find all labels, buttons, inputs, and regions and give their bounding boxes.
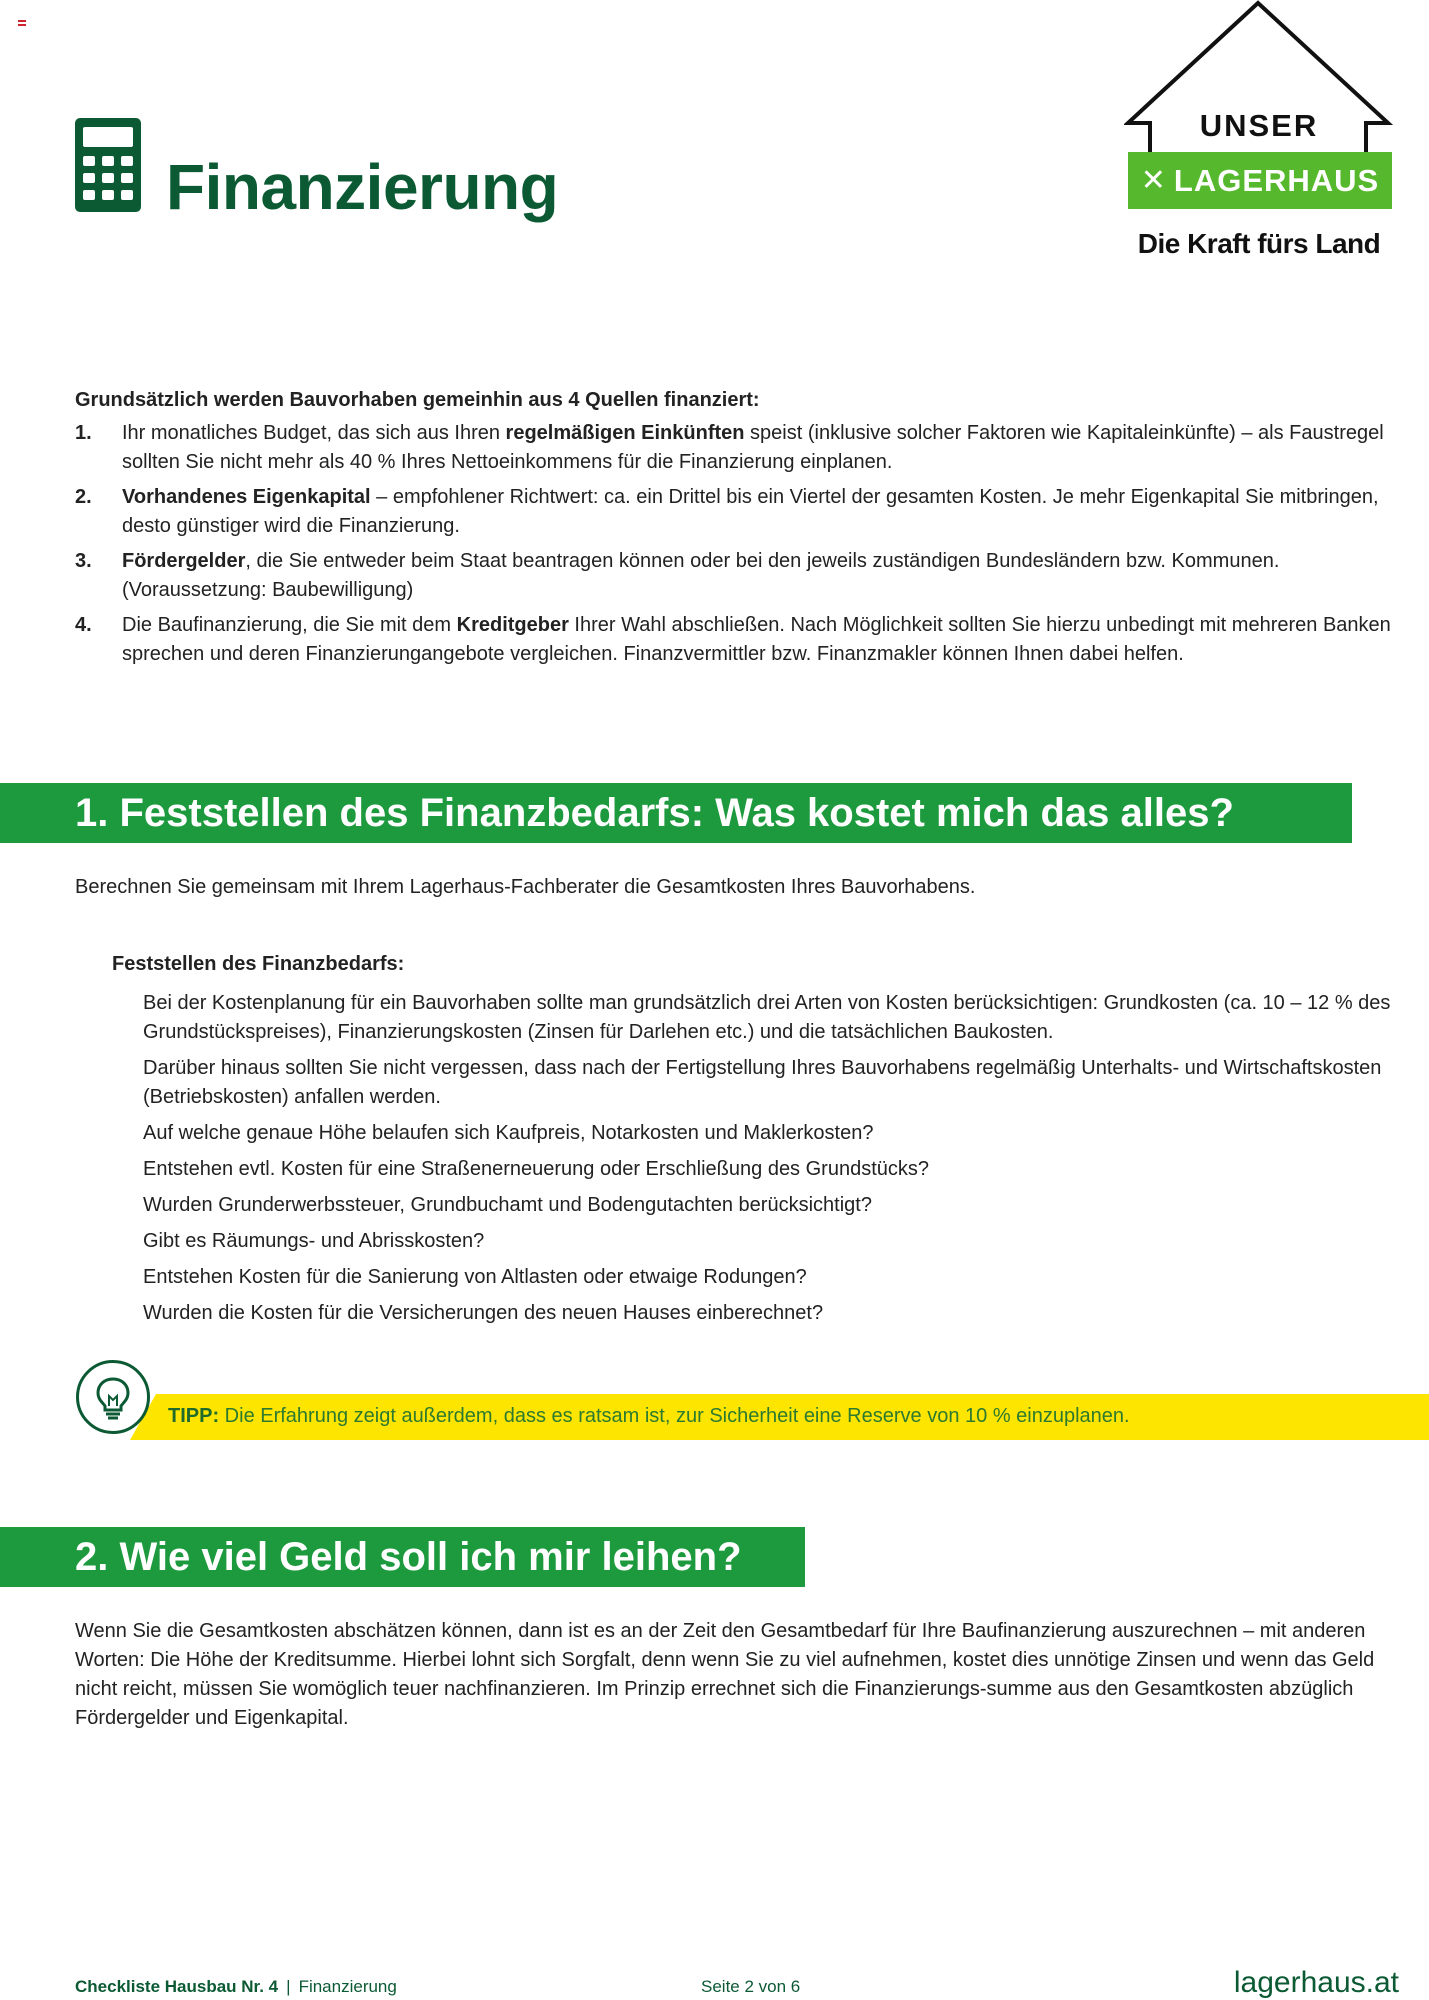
list-item: Auf welche genaue Höhe belaufen sich Kaufpreis, Notarkosten und Maklerkosten? — [143, 1122, 874, 1144]
list-number: 2. — [75, 486, 92, 508]
logo-band — [1128, 152, 1392, 209]
logo-claim: Die Kraft fürs Land — [1137, 228, 1381, 259]
lightbulb-icon — [76, 1360, 150, 1434]
item-text: – empfohlener Richtwert: ca. ein Drittel bis ein Viertel der gesamten Kosten. Je mehr Eigenkapital Sie mitbringen, desto günstiger wird die Finanzierung. — [122, 486, 1379, 537]
intro-section — [75, 386, 1415, 675]
intro-list — [75, 419, 1415, 669]
footer-separator: | — [286, 1977, 291, 1996]
section-1-heading: 1. Feststellen des Finanzbedarfs: Was kostet mich das alles? — [0, 783, 1352, 843]
footer-page-number: Seite 2 von 6 — [701, 1977, 801, 1996]
logo-top-text: UNSER — [1199, 108, 1319, 143]
list-item: Entstehen Kosten für die Sanierung von Altlasten oder etwaige Rodungen? — [143, 1266, 807, 1288]
item-bold: Kreditgeber — [456, 614, 569, 636]
footer-section: Finanzierung — [298, 1977, 397, 1996]
calculator-icon — [75, 118, 141, 212]
section-1-subheading: Feststellen des Finanzbedarfs: — [112, 953, 405, 975]
cost-checklist — [143, 989, 1393, 1335]
list-item: Bei der Kostenplanung für ein Bauvorhaben sollte man grundsätzlich drei Arten von Kosten berücksichtigen: Grundkosten (ca. 10 – 12 % des Grundstückspreises), Finanzierungskosten (Zinsen für Darlehen etc.) und die tatsächlichen Baukosten. — [143, 992, 1391, 1043]
footer-document-info — [75, 1977, 397, 1997]
tip-body: Die Erfahrung zeigt außerdem, dass es ratsam ist, zur Sicherheit eine Reserve von 10 % einzuplanen. — [219, 1405, 1130, 1427]
item-text: Ihr monatliches Budget, das sich aus Ihren — [122, 422, 506, 444]
logo-band-text: LAGERHAUS — [1173, 162, 1380, 198]
tip-label: TIPP: — [168, 1405, 220, 1427]
intro-list-item — [75, 547, 1415, 605]
item-text: speist (inklusive solcher Faktoren wie Kapitaleinkünfte) – als Faustregel sollten Sie nicht mehr als 40 % Ihres Nettoeinkommens für die Finanzierung einplanen. — [122, 422, 1384, 473]
item-bold: Vorhandenes Eigenkapital — [122, 486, 371, 508]
section-2-heading: 2. Wie viel Geld soll ich mir leihen? — [0, 1527, 805, 1587]
list-item: Entstehen evtl. Kosten für eine Straßenerneuerung oder Erschließung des Grundstücks? — [143, 1158, 930, 1180]
list-number: 4. — [75, 614, 92, 636]
item-text: Ihrer Wahl abschließen. Nach Möglichkeit sollten Sie hierzu unbedingt mit mehreren Banken sprechen und deren Finanzierungangebote vergleichen. Finanzvermittler bzw. Finanzmakler können Ihnen dabei helfen. — [122, 614, 1391, 665]
list-item: Darüber hinaus sollten Sie nicht vergessen, dass nach der Fertigstellung Ihres Bauvorhabens regelmäßig Unterhalts- und Wirtschaftskosten (Betriebskosten) anfallen werden. — [143, 1057, 1382, 1108]
lagerhaus-logo — [1124, 0, 1394, 270]
list-item: Gibt es Räumungs- und Abrisskosten? — [143, 1230, 485, 1252]
crossed-tools-icon: ✕ — [1140, 164, 1166, 197]
item-bold: Fördergelder — [122, 550, 246, 572]
item-bold: regelmäßigen Einkünften — [505, 422, 745, 444]
intro-list-item — [75, 483, 1415, 541]
item-text: Die Baufinanzierung, die Sie mit dem — [122, 614, 457, 636]
section-1-intro: Berechnen Sie gemeinsam mit Ihrem Lagerhaus-Fachberater die Gesamtkosten Ihres Bauvorhabens. — [75, 876, 976, 898]
item-text: , die Sie entweder beim Staat beantragen können oder bei den jeweils zuständigen Bundesländern bzw. Kommunen. (Voraussetzung: Baubewilligung) — [122, 550, 1280, 601]
footer-doc-title: Checkliste Hausbau Nr. 4 — [75, 1977, 279, 1996]
list-item: Wurden Grunderwerbssteuer, Grundbuchamt und Bodengutachten berücksichtigt? — [143, 1194, 872, 1216]
tip-text — [168, 1405, 1130, 1428]
list-item: Wurden die Kosten für die Versicherungen des neuen Hauses einberechnet? — [143, 1302, 824, 1324]
intro-list-item — [75, 419, 1415, 477]
intro-list-item — [75, 611, 1415, 669]
austria-flag-icon — [18, 20, 26, 26]
list-number: 1. — [75, 422, 92, 444]
page-title: Finanzierung — [166, 151, 559, 223]
intro-heading: Grundsätzlich werden Bauvorhaben gemeinhin aus 4 Quellen finanziert: — [75, 389, 760, 411]
section-2-text: Wenn Sie die Gesamtkosten abschätzen können, dann ist es an der Zeit den Gesamtbedarf für Ihre Baufinanzierung auszurechnen – mit anderen Worten: Die Höhe der Kreditsumme. Hierbei lohnt sich Sorgfalt, denn wenn Sie zu viel aufnehmen, kostet dies unnötige Zinsen und wenn das Geld nicht reicht, müssen Sie womöglich teuer nachfinanzieren. Im Prinzip errechnet sich die Finanzierungs-summe aus den Gesamtkosten abzüglich Fördergelder und Eigenkapital. — [75, 1620, 1375, 1729]
list-number: 3. — [75, 550, 92, 572]
footer-website-link[interactable]: lagerhaus.at — [1233, 1966, 1399, 1999]
